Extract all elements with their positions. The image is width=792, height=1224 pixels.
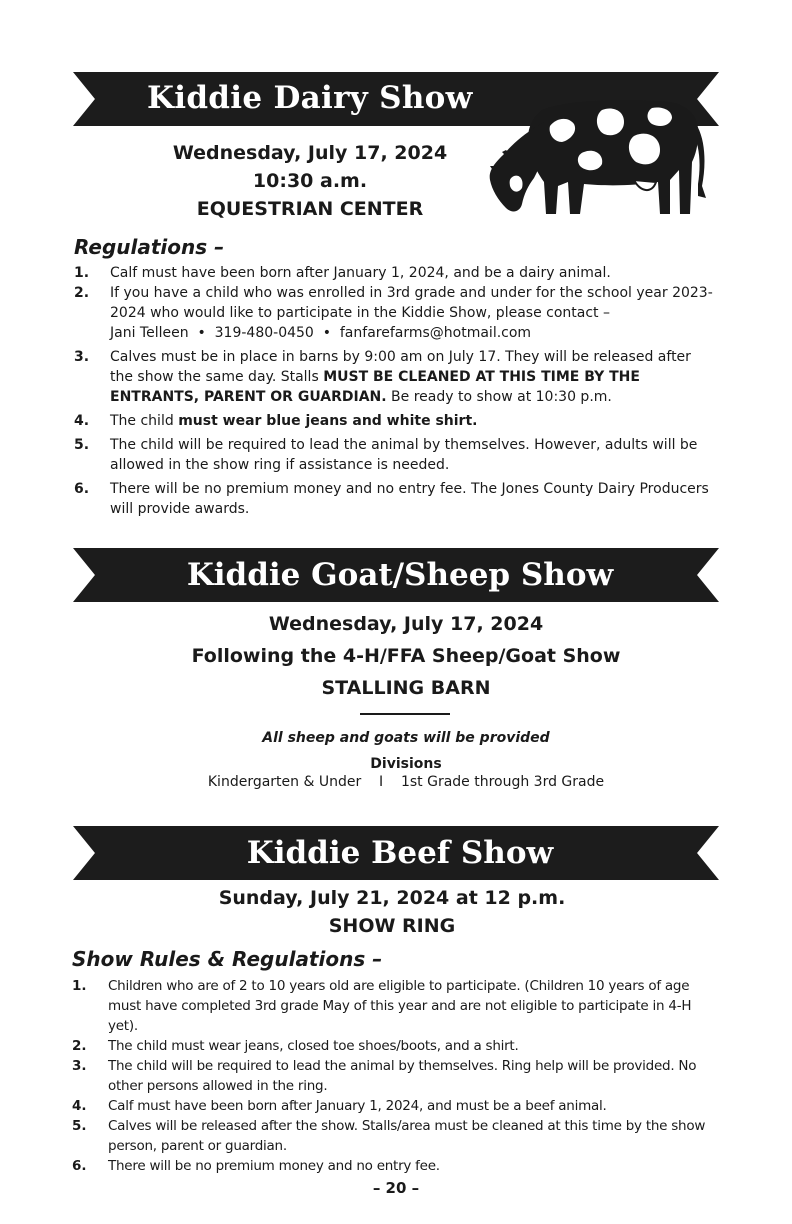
rule-number: 5. bbox=[74, 437, 90, 453]
beef-location: SHOW RING bbox=[328, 915, 456, 937]
beef-rules-list bbox=[72, 976, 724, 1176]
dairy-location: EQUESTRIAN CENTER bbox=[196, 198, 424, 220]
rule-text-part: Calf must have been born after January 1, 2024, and be a dairy animal. bbox=[110, 265, 611, 281]
rule-text bbox=[74, 411, 714, 431]
dairy-regulations-heading: Regulations – bbox=[74, 235, 225, 259]
beef-rules-heading: Show Rules & Regulations – bbox=[72, 947, 383, 971]
rule-text bbox=[74, 263, 714, 283]
goat-location: STALLING BARN bbox=[321, 677, 491, 699]
dairy-date: Wednesday, July 17, 2024 bbox=[172, 142, 448, 164]
beef-rule-item bbox=[72, 1156, 724, 1176]
contact-info: Jani Telleen • 319-480-0450 • fanfarefarms@hotmail.com bbox=[110, 325, 532, 341]
goat-title: Kiddie Goat/Sheep Show bbox=[186, 557, 614, 593]
rule-number: 6. bbox=[74, 481, 90, 497]
dairy-title: Kiddie Dairy Show bbox=[147, 80, 473, 116]
rule-text bbox=[74, 435, 714, 475]
dairy-time: 10:30 a.m. bbox=[252, 170, 368, 192]
rule-number: 4. bbox=[74, 413, 90, 429]
beef-title: Kiddie Beef Show bbox=[246, 835, 554, 871]
rule-number: 6. bbox=[72, 1158, 87, 1174]
goat-divisions-label: Divisions bbox=[370, 756, 442, 772]
beef-rule-item bbox=[72, 1036, 724, 1056]
rule-text: Calves will be released after the show. Stalls/area must be cleaned at this time by the show person, parent or guardian. bbox=[108, 1118, 706, 1154]
dairy-rule-item bbox=[74, 435, 714, 475]
rule-number: 1. bbox=[74, 265, 90, 281]
dairy-rule-item bbox=[74, 479, 714, 519]
rule-number: 2. bbox=[72, 1038, 87, 1054]
rule-text-part: Be ready to show at 10:30 p.m. bbox=[386, 389, 612, 405]
beef-rule-item bbox=[72, 1096, 724, 1116]
rule-text-part: The child will be required to lead the animal by themselves. However, adults will be allowed in the show ring if assistance is needed. bbox=[110, 437, 698, 473]
goat-date: Wednesday, July 17, 2024 bbox=[268, 613, 544, 635]
dairy-rules-list bbox=[74, 263, 714, 519]
goat-divisions: Kindergarten & Under I 1st Grade through 3rd Grade bbox=[207, 774, 605, 790]
page-number: – 20 – bbox=[372, 1179, 420, 1197]
goat-divider bbox=[360, 713, 450, 715]
rule-number: 1. bbox=[72, 978, 87, 994]
rule-text-part: There will be no premium money and no entry fee. The Jones County Dairy Producers will provide awards. bbox=[110, 481, 709, 517]
dairy-rule-item bbox=[74, 283, 714, 343]
beef-rule-item bbox=[72, 1116, 724, 1156]
rule-number: 2. bbox=[74, 285, 90, 301]
rule-text: The child must wear jeans, closed toe shoes/boots, and a shirt. bbox=[108, 1038, 519, 1054]
rule-text bbox=[74, 283, 714, 323]
rule-text bbox=[74, 479, 714, 519]
rule-text-part: The child bbox=[110, 413, 179, 429]
dairy-rule-item bbox=[74, 347, 714, 407]
beef-rule-item bbox=[72, 976, 724, 1036]
goat-following: Following the 4-H/FFA Sheep/Goat Show bbox=[191, 645, 621, 667]
rule-number: 3. bbox=[74, 349, 90, 365]
goat-note: All sheep and goats will be provided bbox=[262, 730, 550, 746]
rule-text: Calf must have been born after January 1, 2024, and must be a beef animal. bbox=[108, 1098, 607, 1114]
rule-number: 4. bbox=[72, 1098, 87, 1114]
beef-rule-item bbox=[72, 1056, 724, 1096]
rule-text: Children who are of 2 to 10 years old are eligible to participate. (Children 10 years of age must have completed 3rd grade May of this year and are not eligible to participate in 4-H yet). bbox=[108, 978, 692, 1034]
rule-number: 3. bbox=[72, 1058, 87, 1074]
rule-number: 5. bbox=[72, 1118, 87, 1134]
rule-text-bold: MUST BE CLEANED AT THIS TIME BY THE ENTRANTS, PARENT OR GUARDIAN. bbox=[110, 369, 640, 405]
rule-text-part: Calves must be in place in barns by 9:00 am on July 17. They will be released after the show the same day. Stalls bbox=[110, 349, 691, 385]
beef-date: Sunday, July 21, 2024 at 12 p.m. bbox=[218, 887, 566, 909]
rule-text bbox=[74, 347, 714, 407]
rule-text-bold: must wear blue jeans and white shirt. bbox=[178, 413, 478, 429]
dairy-rule-item bbox=[74, 263, 714, 283]
dairy-rule-item bbox=[74, 411, 714, 431]
rule-text-part: If you have a child who was enrolled in 3rd grade and under for the school year 2023-2024 who would like to participate in the Kiddie Show, please contact – bbox=[110, 285, 713, 321]
rule-text: The child will be required to lead the animal by themselves. Ring help will be provided. No other persons allowed in the ring. bbox=[108, 1058, 697, 1094]
rule-text: There will be no premium money and no entry fee. bbox=[108, 1158, 440, 1174]
